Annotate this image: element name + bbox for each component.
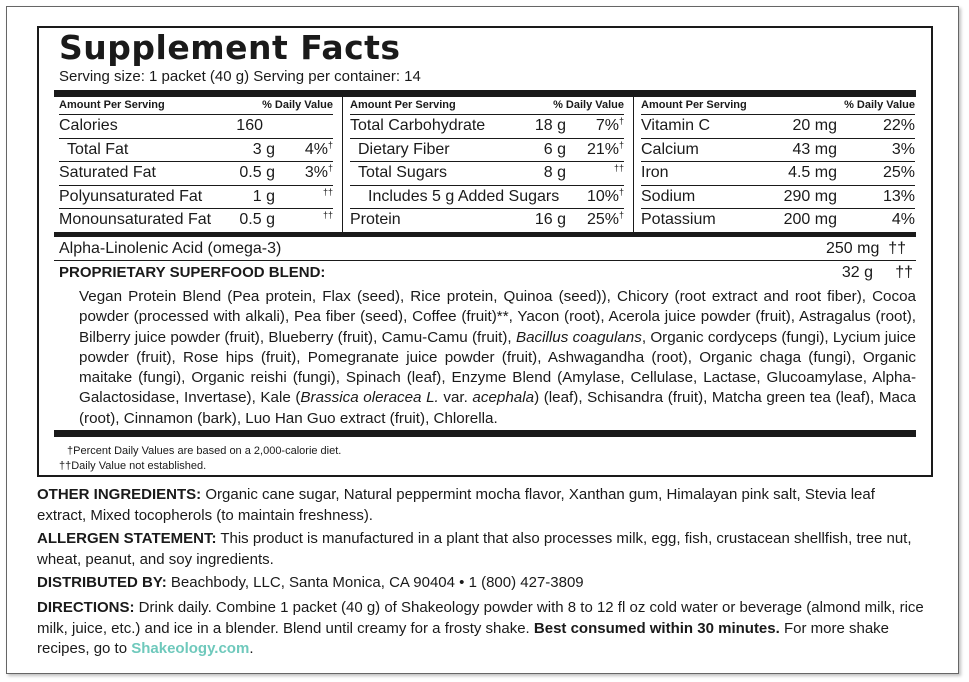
footnote: †Percent Daily Values are based on a 2,000-calorie diet. <box>67 445 342 457</box>
nutrient-amount: 6 g <box>543 140 566 158</box>
daily-value-label: % Daily Value <box>262 99 333 111</box>
daily-value-label: % Daily Value <box>844 99 915 111</box>
nutrient-dv: 7%† <box>595 116 624 134</box>
nutrient-amount: 4.5 mg <box>788 164 837 182</box>
nutrient-column-3 <box>641 97 915 232</box>
blend-title: PROPRIETARY SUPERFOOD BLEND: <box>59 264 326 281</box>
nutrient-row <box>350 162 624 186</box>
nutrient-row <box>59 139 333 163</box>
nutrient-amount: 160 <box>236 117 263 134</box>
nutrient-name: Saturated Fat <box>59 164 156 182</box>
directions: DIRECTIONS: Drink daily. Combine 1 packet (40 g) of Shakeology powder with 8 to 12 fl oz cold water or beverage (almond milk, rice milk, juice, etc.) and ice in a blender. Blend until creamy for a frosty shake. Best consumed within 30 minutes. For more shake recipes, go to Shakeology.com. <box>37 599 924 657</box>
nutrient-name: Iron <box>641 164 669 182</box>
nutrient-name: Total Sugars <box>358 164 447 182</box>
nutrient-dv: 22% <box>882 117 915 134</box>
supplement-facts-box <box>37 26 933 477</box>
distributed-by: DISTRIBUTED BY: Beachbody, LLC, Santa Monica, CA 90404 • 1 (800) 427-3809 <box>37 574 584 591</box>
nutrient-name: Sodium <box>641 187 696 205</box>
column-divider <box>342 97 343 233</box>
nutrient-row <box>641 209 915 232</box>
nutrient-row <box>350 209 624 232</box>
column-divider <box>633 97 634 233</box>
nutrient-row <box>641 139 915 163</box>
nutrient-row <box>350 139 624 163</box>
nutrient-row <box>59 209 333 232</box>
column-header <box>59 97 333 115</box>
other-ingredients: OTHER INGREDIENTS: Organic cane sugar, Natural peppermint mocha flavor, Xanthan gum, Himalayan pink salt, Stevia leaf extract, Mixed tocopherols (to maintain freshness). <box>37 486 875 524</box>
nutrient-dv: 10%† <box>586 186 624 205</box>
nutrient-column-1 <box>59 97 333 232</box>
nutrient-row <box>59 115 333 139</box>
column-header <box>350 97 624 115</box>
ala-name: Alpha-Linolenic Acid (omega-3) <box>59 240 282 257</box>
page-title: Supplement Facts <box>59 28 401 67</box>
nutrient-dv: 13% <box>882 187 915 205</box>
nutrient-name: Dietary Fiber <box>358 140 450 158</box>
nutrient-name: Calcium <box>641 140 699 158</box>
nutrient-name: Potassium <box>641 211 716 229</box>
nutrient-row <box>350 186 624 210</box>
allergen-statement: ALLERGEN STATEMENT: This product is manufactured in a plant that also processes milk, egg, fish, crustacean shellfish, tree nut, wheat, peanut, and soy ingredients. <box>37 530 912 568</box>
nutrient-row <box>641 162 915 186</box>
nutrient-name: Vitamin C <box>641 117 711 134</box>
nutrient-dv: 3%† <box>304 163 333 182</box>
nutrient-dv: †† <box>322 210 333 221</box>
nutrient-dv: †† <box>613 163 624 174</box>
nutrient-dv: 4% <box>891 211 915 229</box>
nutrient-dv: 4%† <box>304 139 333 158</box>
nutrient-name: Polyunsaturated Fat <box>59 187 203 205</box>
daily-value-label: % Daily Value <box>553 99 624 111</box>
nutrient-amount: 0.5 g <box>239 211 275 229</box>
nutrient-amount: 0.5 g <box>239 164 275 182</box>
column-header <box>641 97 915 115</box>
amount-per-serving-label: Amount Per Serving <box>641 99 747 111</box>
amount-per-serving-label: Amount Per Serving <box>59 99 165 111</box>
blend-amount: 32 g †† <box>841 264 913 281</box>
nutrient-amount: 1 g <box>252 187 275 205</box>
nutrient-column-2 <box>350 97 624 232</box>
nutrient-dv: 25% <box>882 164 915 182</box>
nutrient-row <box>641 186 915 210</box>
footnote: ††Daily Value not established. <box>59 460 207 472</box>
nutrient-name: Includes 5 g Added Sugars <box>368 187 560 205</box>
nutrient-name: Protein <box>350 211 401 229</box>
nutrient-name: Total Fat <box>67 140 129 158</box>
thick-divider <box>54 430 916 437</box>
nutrient-amount: 8 g <box>543 164 566 182</box>
ala-row <box>54 237 916 261</box>
nutrient-row <box>641 115 915 139</box>
ala-amount: 250 mg †† <box>826 240 907 257</box>
nutrient-amount: 20 mg <box>792 117 837 134</box>
nutrient-row <box>59 162 333 186</box>
nutrient-amount: 16 g <box>534 211 566 229</box>
nutrient-dv: 21%† <box>586 139 624 158</box>
nutrient-row <box>350 115 624 139</box>
nutrient-dv: †† <box>322 186 333 197</box>
nutrient-dv: 25%† <box>586 210 624 229</box>
nutrient-amount: 43 mg <box>792 140 837 158</box>
amount-per-serving-label: Amount Per Serving <box>350 99 456 111</box>
nutrient-name: Calories <box>59 117 118 134</box>
website-link[interactable]: Shakeology.com <box>131 640 250 657</box>
nutrient-name: Total Carbohydrate <box>350 117 486 134</box>
thick-divider <box>54 90 916 97</box>
nutrient-amount: 290 mg <box>783 187 837 205</box>
nutrient-amount: 18 g <box>534 117 566 134</box>
nutrient-amount: 3 g <box>252 140 275 158</box>
nutrient-row <box>59 186 333 210</box>
nutrient-dv: 3% <box>891 140 915 158</box>
serving-info: Serving size: 1 packet (40 g) Serving per container: 14 <box>59 68 421 85</box>
nutrient-name: Monounsaturated Fat <box>59 211 212 229</box>
blend-ingredients: Vegan Protein Blend (Pea protein, Flax (seed), Rice protein, Quinoa (seed)), Chicory (root extract and root fiber), Cocoa powder (processed with alkali), Pea fiber (seed), Coffee (fruit)**, Yacon (root), Acerola juice powder (fruit), Astragalus (root), Bilberry juice powder (fruit), Blueberry (fruit), Camu-Camu (fruit), Bacillus coagulans, Organic cordyceps (fungi), Lycium juice powder (fruit), Rose hips (fruit), Pomegranate juice powder (fruit), Ashwagandha (root), Organic chaga (fungi), Organic maitake (fungi), Organic reishi (fungi), Spinach (leaf), Enzyme Blend (Amylase, Cellulase, Lactase, Glucoamylase, Alpha-Galactosidase, Invertase), Kale (Brassica oleracea L. var. acephala) (leaf), Schisandra (fruit), Matcha green tea (leaf), Maca (root), Cinnamon (bark), Luo Han Guo extract (fruit), Chlorella. <box>79 288 917 427</box>
nutrient-amount: 200 mg <box>783 211 837 229</box>
